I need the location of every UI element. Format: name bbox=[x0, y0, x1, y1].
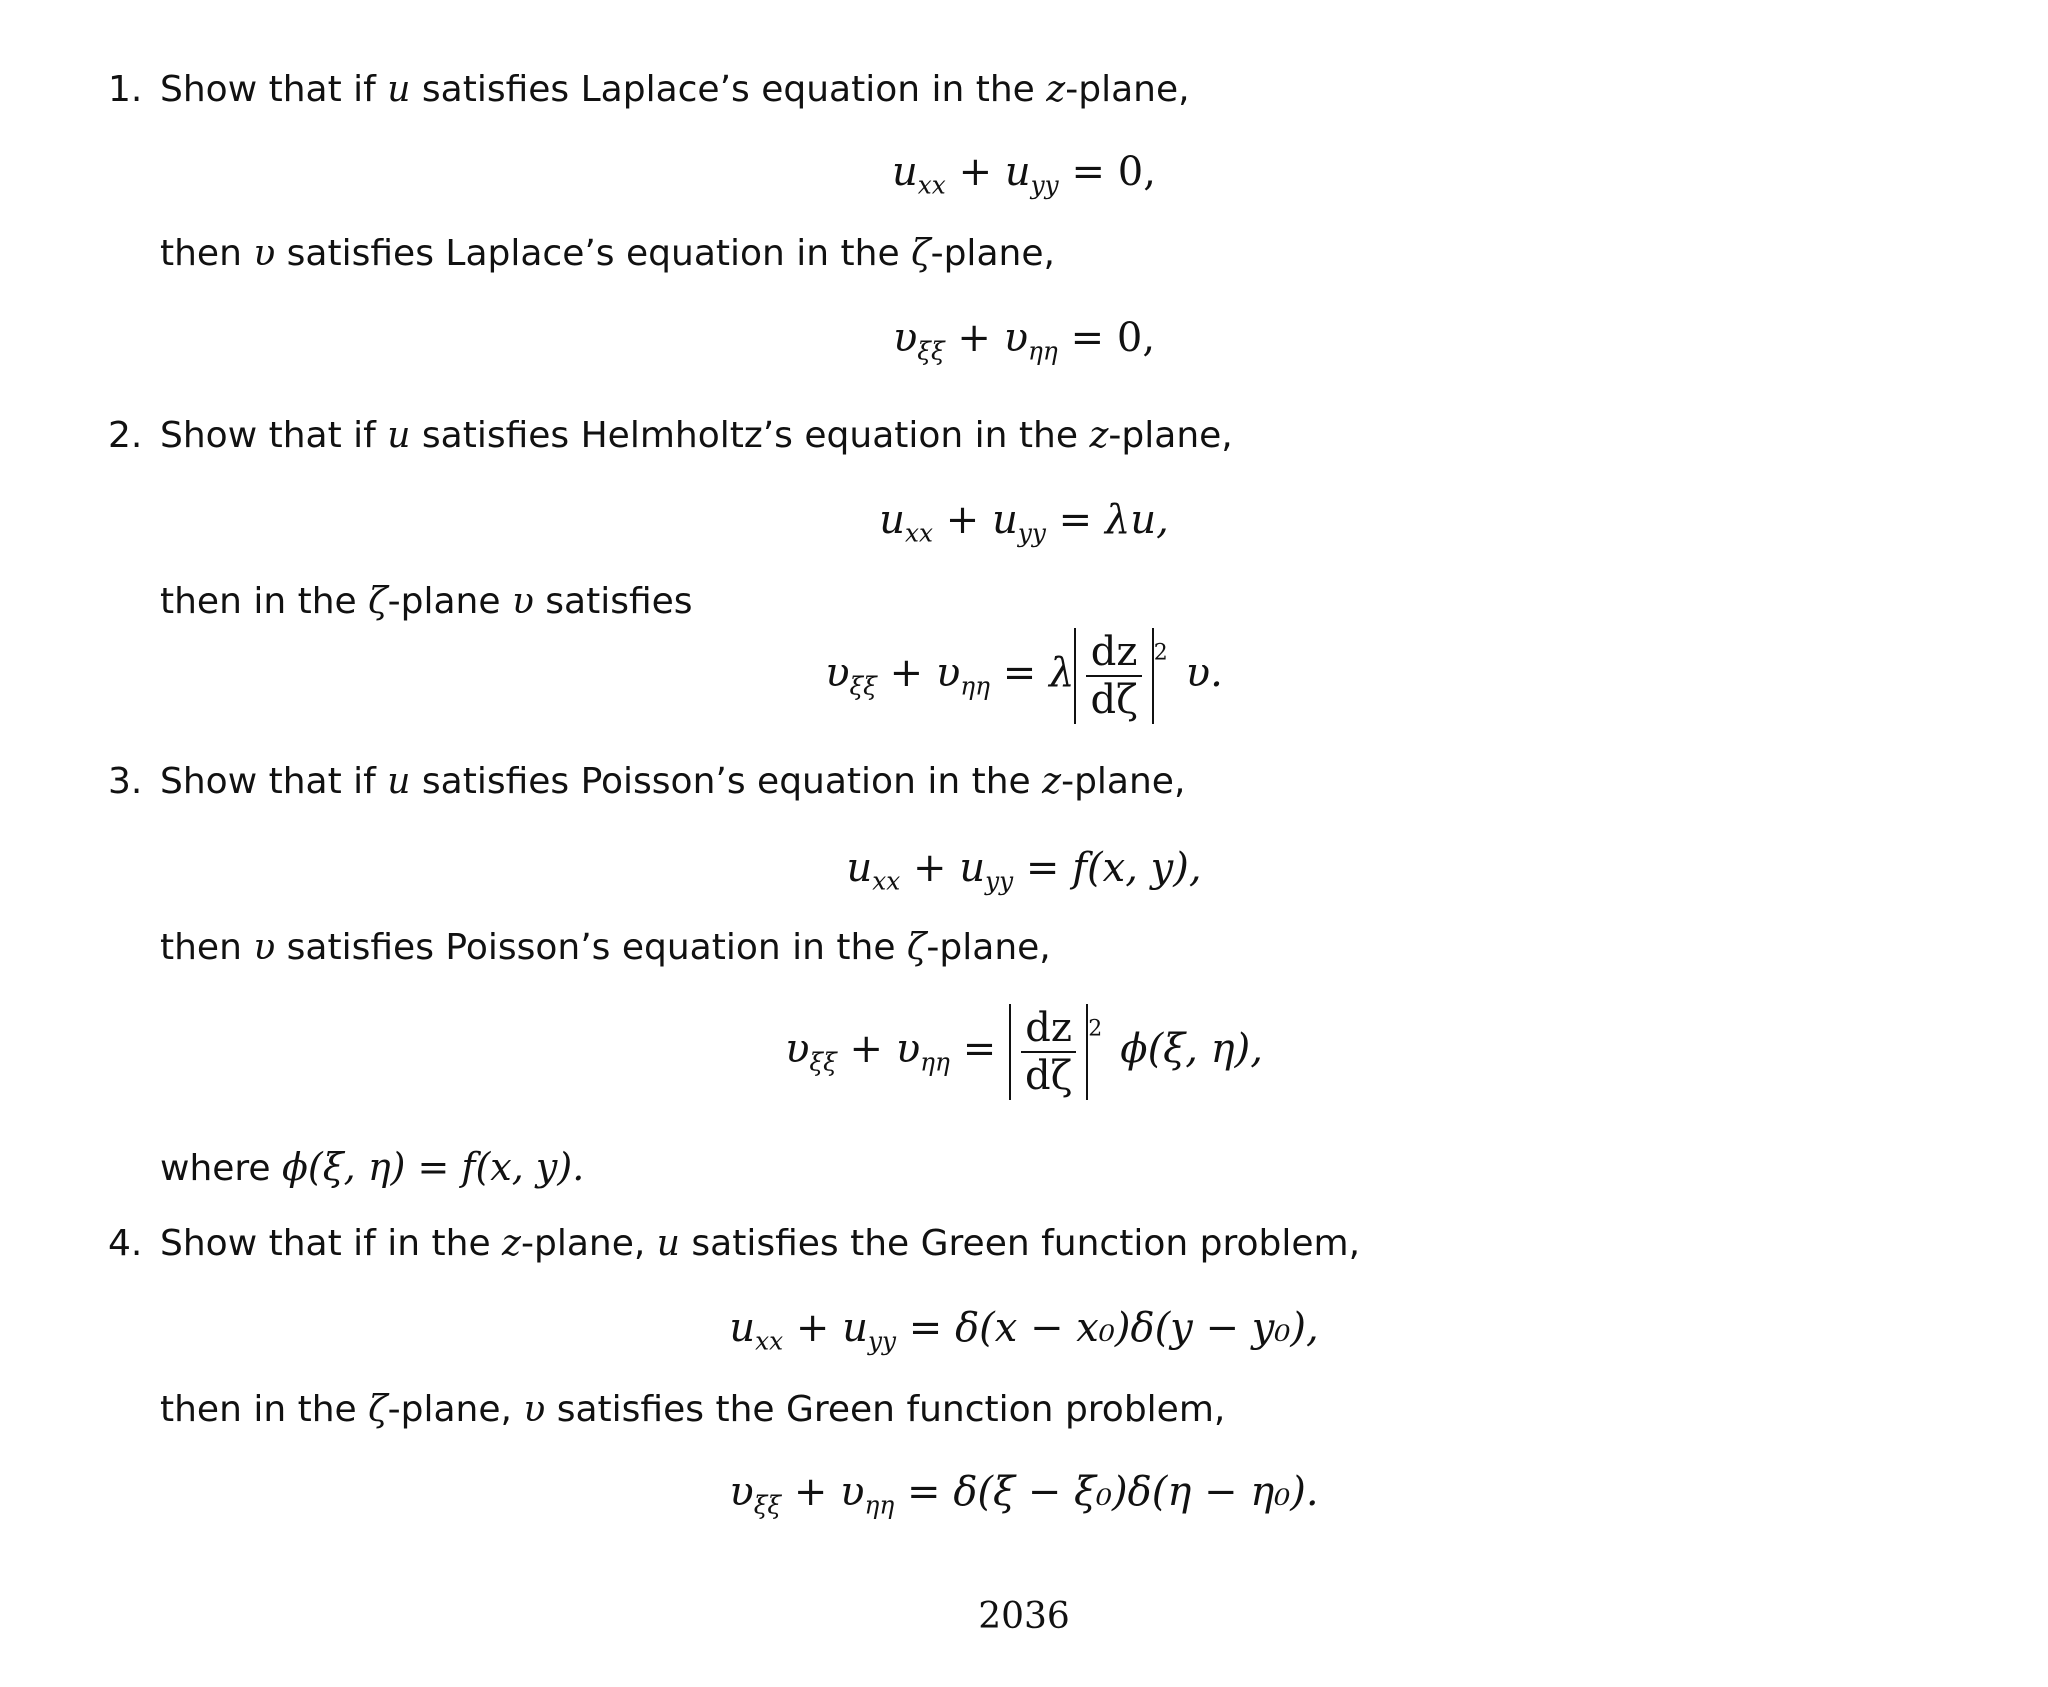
document-page: 1. Show that if u satisfies Laplace’s equation in the z-plane, $u_{xx} + u_{yy} = 0$, then υ satisfies Laplace’s equation in the ζ-plane, $\upsilon_{\xi\xi} + \upsilon_{\eta\eta} = 0$, 2. Show that if u satisfies Helmholtz’s equation in the z-plane, $u_{xx} + u_{yy} = \lambda u$, then in the ζ-plane υ satisfies $\upsilon_{\xi\xi} + \upsilon_{\eta\eta} = \lambda$ $\frac{dz}{d\zeta}$ $^2$ υ. 3. Show that if u satisfies Poisson’s equation in the z-plane, $u_{xx} + u_{yy} = f(x$, y), then υ satisfies Poisson’s equation in the ζ-plane, $\upsilon_{\xi\xi} + \upsilon_{\eta\eta}$ = $\frac{dz}{d\zeta}$ $^2$ ϕ(ξ, η), where ϕ(ξ, η) = f(x, y). 4. Show that if in the z-plane, u satisfies the Green function problem, $u_{xx} + u_{yy} = \delta(x - x_0)\delta(y - y_0)$, then in the ζ-plane, υ satisfies the Green function problem, $\upsilon_{\xi\xi} + \upsilon_{\eta\eta} = \delta(\xi - \xi_0)\delta(\eta - \eta_0)$. 2036 bbox=[0, 0, 2048, 1687]
absolute-value bbox=[1009, 1004, 1088, 1100]
fraction: $\frac{dz}{d\zeta}$ bbox=[1021, 1008, 1076, 1096]
fraction: $\frac{dz}{d\zeta}$ bbox=[1086, 632, 1141, 720]
equation-poisson-z: $u_{xx} + u_{yy} = f(x$, y), bbox=[846, 845, 1202, 896]
equation-green-zeta: $\upsilon_{\xi\xi} + \upsilon_{\eta\eta} = \delta(\xi - \xi_0)\delta(\eta - \eta_0)$. bbox=[729, 1469, 1319, 1520]
equation-laplace-zeta: $\upsilon_{\xi\xi} + \upsilon_{\eta\eta} = 0$, bbox=[892, 315, 1156, 366]
absolute-value bbox=[1074, 628, 1153, 724]
problem-number: 1. bbox=[108, 69, 143, 110]
equation-poisson-zeta: $\upsilon_{\xi\xi} + \upsilon_{\eta\eta}$ = $\frac{dz}{d\zeta}$ $^2$ ϕ(ξ, η), bbox=[785, 1005, 1263, 1099]
problem-number: 2. bbox=[108, 415, 143, 456]
equation-green-z: $u_{xx} + u_{yy} = \delta(x - x_0)\delta(y - y_0)$, bbox=[729, 1305, 1319, 1356]
problem-number: 3. bbox=[108, 761, 143, 802]
page-number: 2036 bbox=[978, 1596, 1070, 1637]
equation-helmholtz-z: $u_{xx} + u_{yy} = \lambda u$, bbox=[879, 497, 1169, 548]
equation-laplace-z: $u_{xx} + u_{yy} = 0$, bbox=[892, 149, 1156, 200]
equation-helmholtz-zeta: $\upsilon_{\xi\xi} + \upsilon_{\eta\eta} = \lambda$ $\frac{dz}{d\zeta}$ $^2$ υ. bbox=[825, 629, 1223, 723]
problem-number: 4. bbox=[108, 1223, 143, 1264]
